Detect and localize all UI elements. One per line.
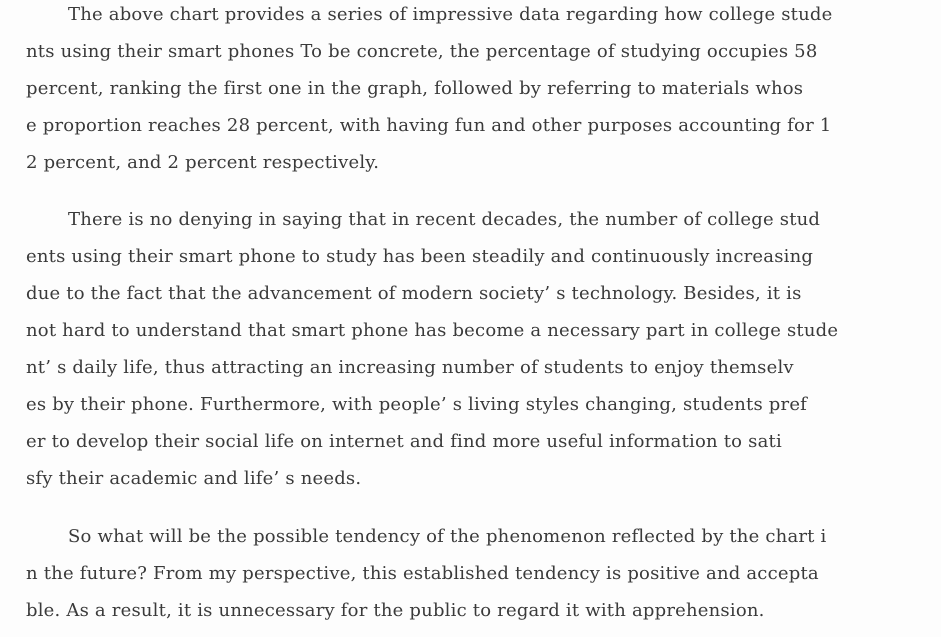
paragraph-line: nt’ s daily life, thus attracting an increasing number of students to enjoy themselv (26, 357, 794, 378)
paragraph-line: 2 percent, and 2 percent respectively. (26, 152, 380, 173)
paragraph-line: es by their phone. Furthermore, with people’ s living styles changing, students pref (26, 394, 808, 415)
paragraph-line: There is no denying in saying that in recent decades, the number of college stud (68, 209, 821, 230)
paragraph-line: So what will be the possible tendency of the phenomenon reflected by the chart i (68, 526, 827, 547)
paragraph-line: not hard to understand that smart phone has become a necessary part in college stude (26, 320, 839, 341)
paragraph-line: due to the fact that the advancement of modern society’ s technology. Besides, it is (26, 283, 802, 304)
paragraph-line: The above chart provides a series of impressive data regarding how college stude (68, 4, 833, 25)
paragraph-line: ble. As a result, it is unnecessary for the public to regard it with apprehension. (26, 600, 765, 621)
paragraph-line: percent, ranking the first one in the graph, followed by referring to materials whos (26, 78, 804, 99)
paragraph-line: er to develop their social life on internet and find more useful information to sati (26, 431, 782, 452)
paragraph-line: ents using their smart phone to study has been steadily and continuously increasing (26, 246, 814, 267)
paragraph-line: sfy their academic and life’ s needs. (26, 468, 362, 489)
paragraph-line: nts using their smart phones To be concrete, the percentage of studying occupies 58 (26, 41, 818, 62)
paragraph-line: e proportion reaches 28 percent, with having fun and other purposes accounting for 1 (26, 115, 832, 136)
paragraph-line: n the future? From my perspective, this established tendency is positive and accepta (26, 563, 819, 584)
